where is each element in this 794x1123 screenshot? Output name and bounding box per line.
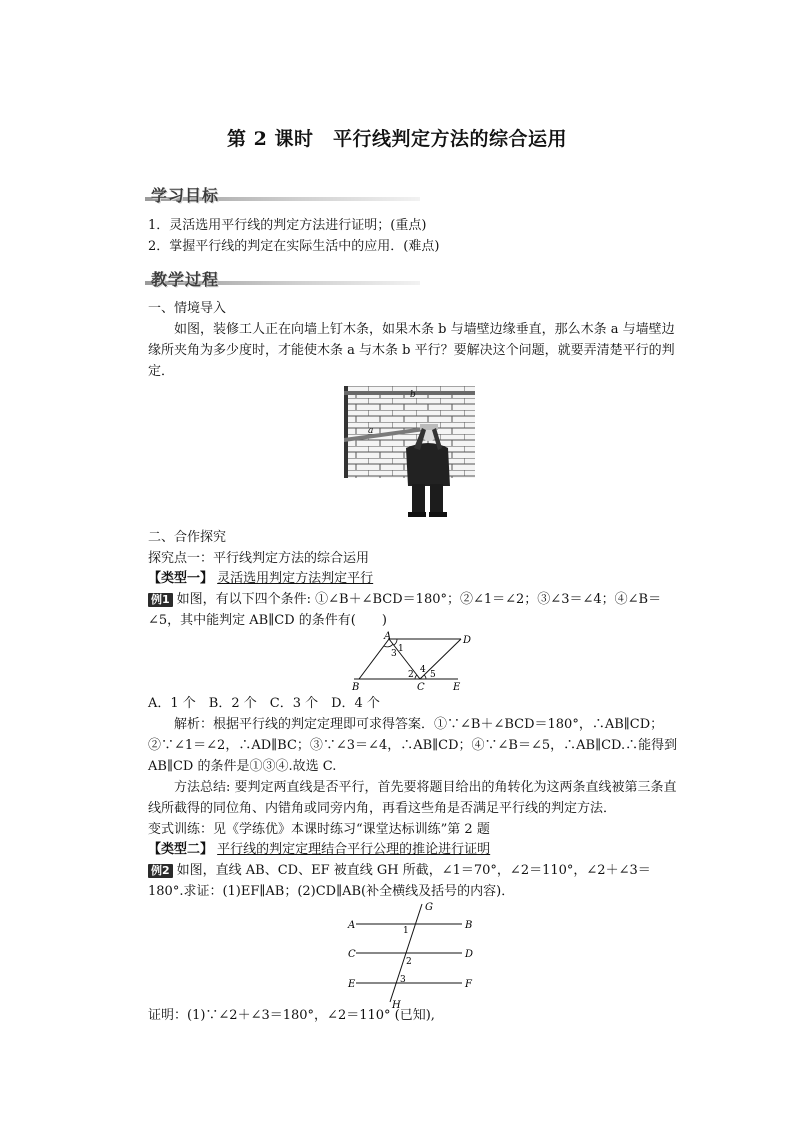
fig1-label-E: E [453,682,461,693]
label-b: b [410,390,416,400]
intro-heading: 一、情境导入 [148,301,227,316]
type2-prefix: 【类型二】 [148,842,214,857]
fig2-label-A: A [348,920,356,931]
banner-label: 教学过程 [151,270,220,289]
example2-tag: 例2 [148,864,173,878]
fig1-angle-1: 1 [398,644,404,654]
fig2-label-H: H [392,1000,401,1008]
wall-photo [344,386,475,518]
fig1-angle-4: 4 [420,665,426,675]
figure-parallelogram [350,631,480,695]
fig1-angle-5: 5 [430,670,436,680]
explore-heading: 二、合作探究 [148,530,227,545]
example2 [148,860,680,902]
variant-training: 变式训练：见《学练优》本课时练习“课堂达标训练”第 2 题 [148,822,490,837]
figure-parallel-lines [342,900,478,1008]
fig1-label-B: B [352,682,360,693]
fig2-label-F: F [465,979,472,990]
proof-start: 证明：(1)∵∠2＋∠3＝180°，∠2＝110° (已知), [148,1008,435,1023]
fig1-label-A: A [384,631,392,642]
example1 [148,589,680,631]
fig1-label-D: D [463,635,472,646]
example2-text: 如图，直线 AB、CD、EF 被直线 GH 所截，∠1＝70°，∠2＝110°，∠2＋∠3＝180°.求证：(1)EF∥AB；(2)CD∥AB(补全横线及括号的内容)． [148,863,651,899]
fig2-angle-1: 1 [403,926,409,936]
label-a: a [368,426,374,436]
fig1-angle-3: 3 [391,649,397,659]
section-banner-process [145,268,420,288]
example1-analysis: 解析：根据平行线的判定定理即可求得答案．①∵∠B＋∠BCD＝180°，∴AB∥CD；②∵∠1＝∠2，∴AD∥BC；③∵∠3＝∠4，∴AB∥CD；④∵∠B＝∠5，∴AB∥CD.∴能得到 AB∥CD 的条件是①③④.故选 C. [148,717,678,774]
fig2-angle-2: 2 [406,957,412,967]
fig2-label-B: B [465,920,473,931]
goal-item-1: 1．灵活选用平行线的判定方法进行证明；(重点) [148,218,427,233]
goal-item-2: 2．掌握平行线的判定在实际生活中的应用．(难点) [148,239,440,254]
fig2-label-G: G [425,902,433,913]
banner-label: 学习目标 [151,186,220,205]
type2-heading [148,840,678,859]
explore-point: 探究点一：平行线判定方法的综合运用 [148,551,370,566]
fig2-label-E: E [348,979,356,990]
page-title: 第 2 课时 平行线判定方法的综合运用 [227,128,567,150]
type1-heading [148,569,678,588]
fig2-label-C: C [348,949,356,960]
type2-title: 平行线的判定定理结合平行公理的推论进行证明 [217,842,491,857]
example1-tag: 例1 [148,593,173,607]
section-banner-goals [145,184,420,204]
type1-title: 灵活选用判定方法判定平行 [217,571,374,586]
fig1-angle-2: 2 [408,670,414,680]
example1-options: A．1 个 B．2 个 C．3 个 D．4 个 [148,696,380,711]
fig2-label-D: D [465,949,474,960]
intro-paragraph: 如图，装修工人正在向墙上钉木条，如果木条 b 与墙壁边缘垂直，那么木条 a 与墙壁边缘所夹角为多少度时，才能使木条 a 与木条 b 平行？要解决这个问题，就要弄清楚平行的判定． [148,322,675,379]
fig2-angle-3: 3 [400,975,406,985]
example1-text: 如图，有以下四个条件: ①∠B＋∠BCD＝180°；②∠1＝∠2；③∠3＝∠4；④∠B＝∠5，其中能判定 AB∥CD 的条件有( ) [148,592,662,628]
type1-prefix: 【类型一】 [148,571,214,586]
fig1-label-C: C [417,682,425,693]
method-summary: 方法总结: 要判定两直线是否平行，首先要将题目给出的角转化为这两条直线被第三条直线所截得的同位角、内错角或同旁内角，再看这些角是否满足平行线的判定方法． [148,780,677,816]
